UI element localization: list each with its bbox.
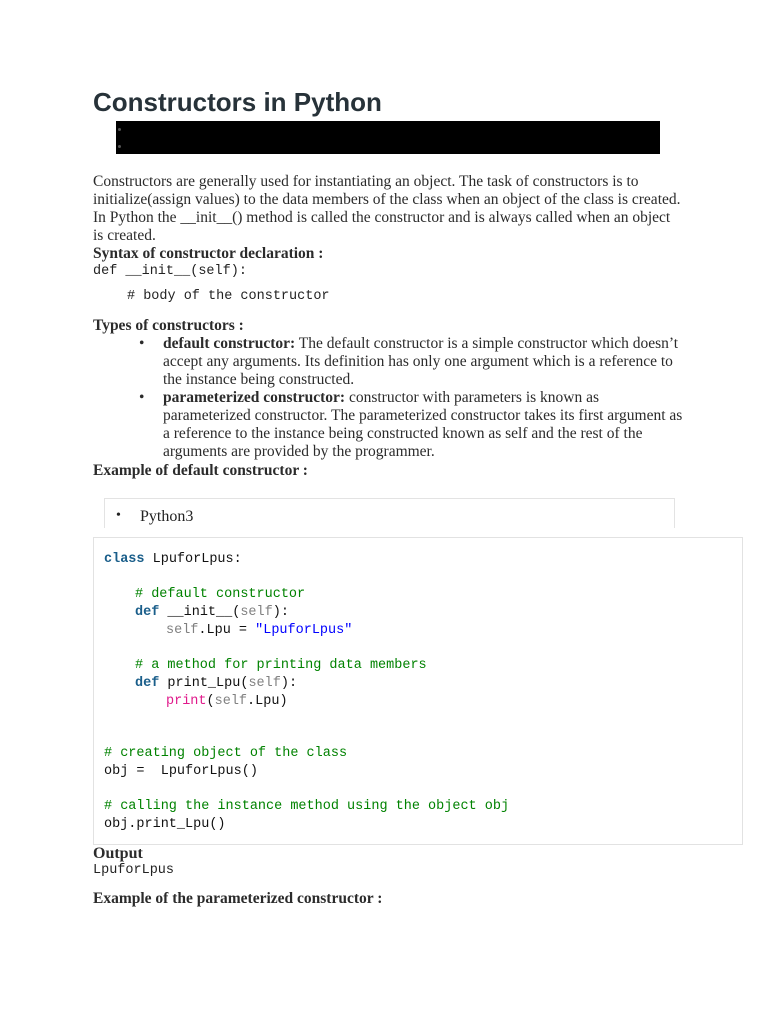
code-line [104,763,258,781]
code-comment: # default constructor [135,587,306,602]
list-item [93,389,683,461]
bullet-dot [118,145,121,148]
keyword: def [135,676,160,691]
punctuation: ( [206,694,215,709]
variable: obj [104,764,129,779]
code-line [104,816,226,834]
tab-python3[interactable]: Python3 [140,508,194,525]
redacted-banner [116,121,660,154]
code-line [135,604,289,622]
attribute: .Lpu [198,623,231,638]
list-item [93,335,683,389]
syntax-heading: Syntax of constructor declaration : [93,245,324,262]
builtin-function: print [166,694,207,709]
punctuation: ): [280,676,298,691]
punctuation: ) [279,694,288,709]
types-list [93,335,693,461]
parameterized-example-heading: Example of the parameterized constructor : [93,890,383,907]
keyword: def [135,605,160,620]
method-call: obj.print_Lpu() [104,817,226,832]
code-line [135,657,427,675]
operator: = [128,764,153,779]
list-item-term: default constructor: [163,335,296,352]
code-line [135,586,305,604]
operator: = [230,623,256,638]
code-line [104,551,242,569]
code-comment: # a method for printing data members [135,658,427,673]
class-name: LpuforLpus: [144,552,242,567]
code-language-tabs [104,498,675,528]
code-comment: # calling the instance method using the object obj [104,799,510,814]
output-heading: Output [93,845,143,862]
code-line [135,675,297,693]
output-value: LpuforLpus [93,863,175,878]
self-keyword: self [248,676,281,691]
syntax-code-line: def __init__(self): [93,264,247,279]
list-item-desc: The default constructor is a simple constructor which doesn’t accept any arguments. Its definition has only one argument which is a reference to the instance being constructed. [163,335,679,388]
list-item-desc: constructor with parameters is known as parameterized constructor. The parameterized constructor takes its first argument as a reference to the instance being constructed known as self and the rest of the arguments are provided by the programmer. [163,389,683,460]
bullet-icon: • [139,389,145,406]
code-comment: # creating object of the class [104,746,348,761]
keyword: class [104,552,145,567]
types-heading: Types of constructors : [93,317,244,334]
syntax-code-comment: # body of the constructor [127,289,330,304]
bullet-dot [118,128,121,131]
list-item-term: parameterized constructor: [163,389,346,406]
self-keyword: self [240,605,273,620]
code-line [104,745,347,763]
method-name: print_Lpu( [159,676,249,691]
code-block [93,537,743,845]
method-name: __init__( [159,605,241,620]
code-line [166,693,288,711]
attribute: .Lpu [247,694,280,709]
self-keyword: self [166,623,199,638]
code-line [104,798,509,816]
string-literal: "LpuforLpus" [255,623,353,638]
intro-paragraph: Constructors are generally used for instantiating an object. The task of constructors is to initialize(assign values) to the data members of the class when an object of the class is created. In Python the __init__() method is called the constructor and is always called when an object is created. [93,173,681,244]
punctuation: ): [272,605,289,620]
bullet-icon: • [116,508,121,523]
constructor-call: LpuforLpus() [152,764,258,779]
example-heading: Example of default constructor : [93,462,308,479]
page-title: Constructors in Python [93,87,382,117]
code-line [166,622,352,640]
bullet-icon: • [139,335,145,352]
self-keyword: self [214,694,248,709]
